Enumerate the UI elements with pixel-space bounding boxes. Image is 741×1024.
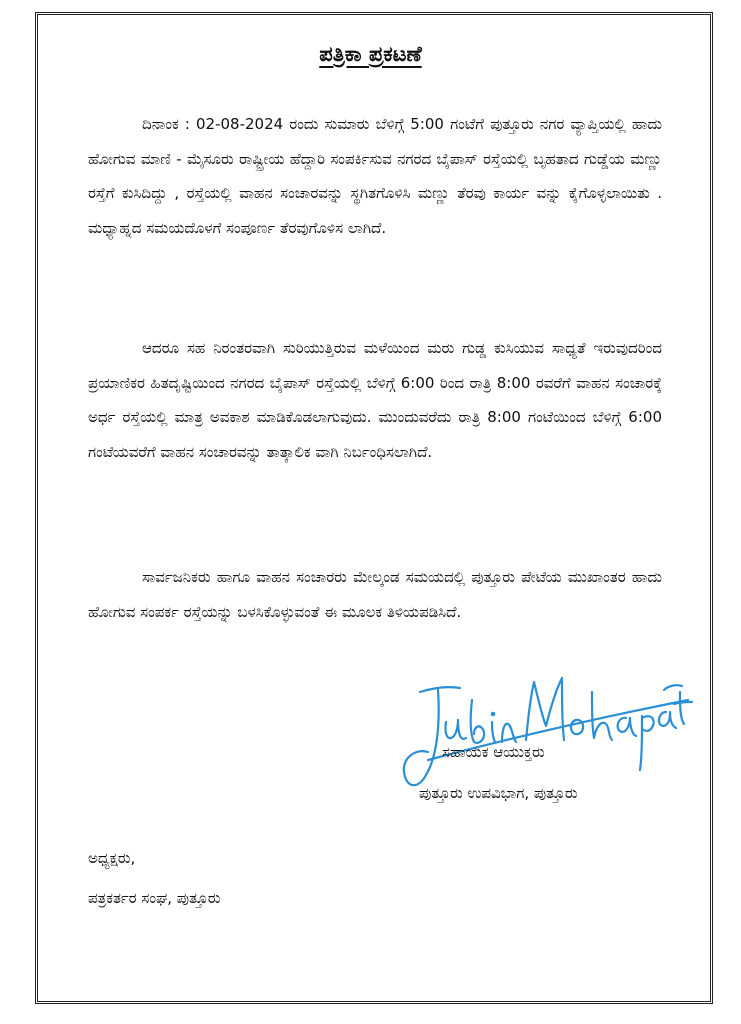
paragraph-1: ದಿನಾಂಕ : 02-08-2024 ರಂದು ಸುಮಾರು ಬೆಳಿಗ್ಗೆ 5:00 ಗಂಟೆಗೆ ಪುತ್ತೂರು ನಗರ ವ್ಯಾಪ್ತಿಯಲ್ಲಿ ಹಾದು ಹೋಗುವ ಮಾಣಿ - ಮೈಸೂರು ರಾಷ್ಟ್ರೀಯ ಹೆದ್ದಾರಿ ಸಂಪರ್ಕಿಸುವ ನಗರದ ಬೈಪಾಸ್ ರಸ್ತೆಯಲ್ಲಿ ಬೃಹತಾದ ಗುಡ್ಡೆಯ ಮಣ್ಣು ರಸ್ತೆಗೆ ಕುಸಿದಿದ್ದು , ರಸ್ತೆಯಲ್ಲಿ ವಾಹನ ಸಂಚಾರವನ್ನು ಸ್ಥಗಿತಗೊಳಿಸಿ ಮಣ್ಣು ತೆರವು ಕಾರ್ಯ ವನ್ನು ಕೈಗೊಳ್ಳಲಾಯಿತು . ಮಧ್ಯಾಹ್ನದ ಸಮಯದೊಳಗೆ ಸಂಪೂರ್ಣ ತೆರವುಗೊಳಿಸ ಲಾಗಿದೆ.: [88, 115, 662, 237]
page-title: ಪತ್ರಿಕಾ ಪ್ರಕಟಣೆ: [319, 42, 422, 66]
addressee-title: ಅಧ್ಯಕ್ಷರು,: [88, 849, 136, 867]
paragraph-3: ಸಾರ್ವಜನಿಕರು ಹಾಗೂ ವಾಹನ ಸಂಚಾರರು ಮೇಲ್ಕಂಡ ಸಮಯದಲ್ಲಿ ಪುತ್ತೂರು ಪೇಟೆಯ ಮುಖಾಂತರ ಹಾದು ಹೋಗುವ ಸಂಪರ್ಕ ರಸ್ತೆಯನ್ನು ಬಳಸಿಕೊಳ್ಳುವಂತೆ ಈ ಮೂಲಕ ತಿಳಿಯಪಡಿಸಿದೆ.: [88, 568, 662, 621]
signatory-office: ಪುತ್ತೂರು ಉಪವಿಭಾಗ, ಪುತ್ತೂರು: [419, 784, 578, 802]
signatory-designation: ಸಹಾಯಕ ಆಯುಕ್ತರು: [442, 743, 545, 761]
paragraph-2: ಆದರೂ ಸಹ ನಿರಂತರವಾಗಿ ಸುರಿಯುತ್ತಿರುವ ಮಳೆಯಿಂದ ಮರು ಗುಡ್ಡ ಕುಸಿಯುವ ಸಾಧ್ಯತೆ ಇರುವುದರಿಂದ ಪ್ರಯಾಣಿಕರ ಹಿತದೃಷ್ಟಿಯಿಂದ ನಗರದ ಬೈಪಾಸ್ ರಸ್ತೆಯಲ್ಲಿ ಬೆಳಿಗ್ಗೆ 6:00 ರಿಂದ ರಾತ್ರಿ 8:00 ರವರೆಗೆ ವಾಹನ ಸಂಚಾರಕ್ಕೆ ಅರ್ಧ ರಸ್ತೆಯಲ್ಲಿ ಮಾತ್ರ ಅವಕಾಶ ಮಾಡಿಕೊಡಲಾಗುವುದು. ಮುಂದುವರೆದು ರಾತ್ರಿ 8:00 ಗಂಟೆಯಿಂದ ಬೆಳಿಗ್ಗೆ 6:00 ಗಂಟೆಯವರೆಗೆ ವಾಹನ ಸಂಚಾರವನ್ನು ತಾತ್ಕಾಲಿಕ ವಾಗಿ ನಿರ್ಬಂಧಿಸಲಾಗಿದೆ.: [88, 339, 662, 461]
addressee-organization: ಪತ್ರಕರ್ತರ ಸಂಘ, ಪುತ್ತೂರು: [88, 889, 221, 907]
